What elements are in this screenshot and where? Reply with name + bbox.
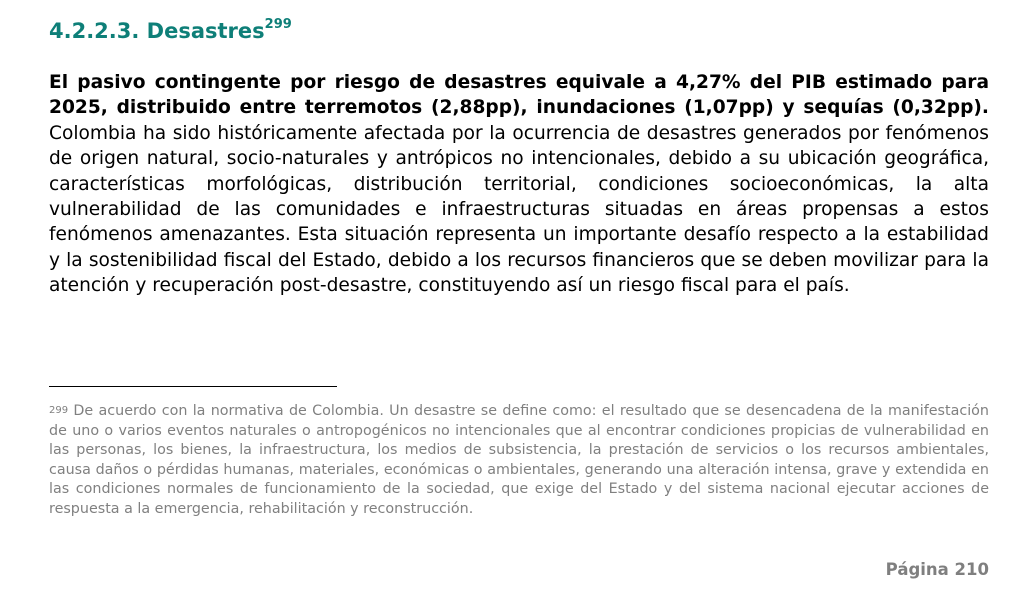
footnote-number: 299 — [49, 405, 69, 416]
footnote — [49, 402, 989, 520]
body-bold-lead: El pasivo contingente por riesgo de desastres equivale a 4,27% del PIB estimado para 2025, distribuido entre terremotos (2,88pp), inundaciones (1,07pp) y sequías (0,32pp). — [49, 72, 989, 119]
footnote-reference[interactable]: 299 — [264, 17, 292, 32]
footnote-separator — [49, 386, 337, 387]
section-heading — [49, 15, 292, 47]
body-text: Colombia ha sido históricamente afectada por la ocurrencia de desastres generados por fenómenos de origen natural, socio-naturales y antrópicos no intencionales, debido a su ubicación geográfica, características morfológicas, distribución territorial, condiciones socioeconómicas, la alta vulnerabilidad de las comunidades e infraestructuras situadas en áreas propensas a estos fenómenos amenazantes. Esta situación representa un importante desafío respecto a la estabilidad y la sostenibilidad fiscal del Estado, debido a los recursos financieros que se deben movilizar para la atención y recuperación post-desastre, constituyendo así un riesgo fiscal para el país. — [49, 122, 989, 297]
body-paragraph — [49, 70, 989, 299]
section-heading-text: 4.2.2.3. Desastres — [49, 19, 265, 43]
footnote-text: De acuerdo con la normativa de Colombia. Un desastre se define como: el resultado que se desencadena de la manifestación de uno o varios eventos naturales o antropogénicos no intencionales que al encontrar condiciones propicias de vulnerabilidad en las personas, los bienes, la infraestructura, los medios de subsistencia, la prestación de servicios o los recursos ambientales, causa daños o pérdidas humanas, materiales, económicas o ambientales, generando una alteración intensa, grave y extendida en las condiciones normales de funcionamiento de la sociedad, que exige del Estado y del sistema nacional ejecutar acciones de respuesta a la emergencia, rehabilitación y reconstrucción. — [49, 403, 989, 517]
page-number: Página 210 — [885, 560, 989, 579]
